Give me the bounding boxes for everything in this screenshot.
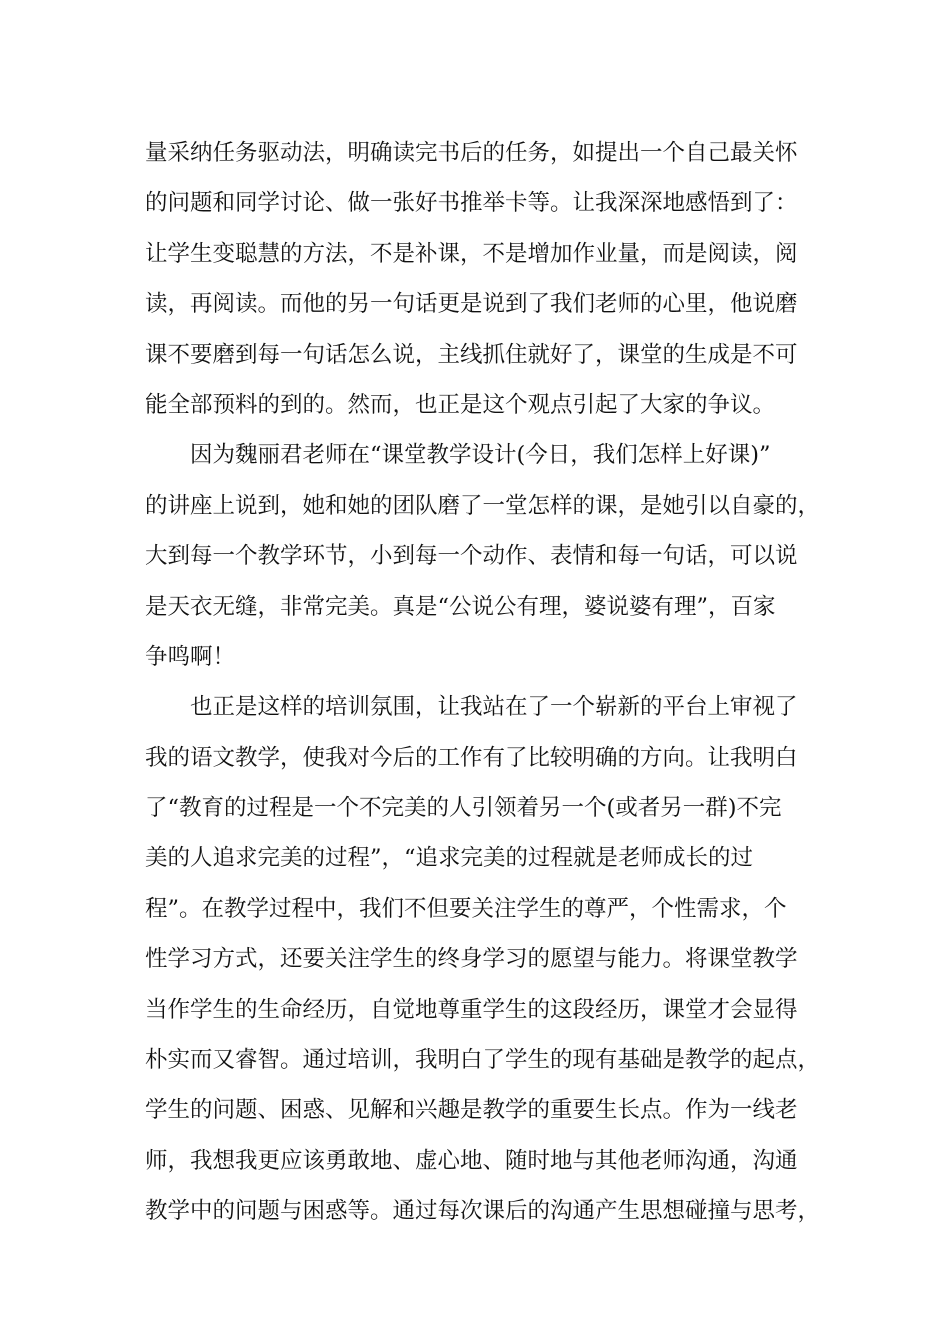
text-line: 能全部预料的到的。然而，也正是这个观点引起了大家的争议。 <box>145 391 776 418</box>
text-line: 美的人追求完美的过程”，“追求完美的过程就是老师成长的过 <box>145 845 754 872</box>
paragraph-2 <box>145 430 821 682</box>
text-line: 师，我想我更应该勇敢地、虚心地、随时地与其他老师沟通，沟通 <box>145 1147 798 1174</box>
text-line: 争鸣啊！ <box>145 643 236 670</box>
text-line: 让学生变聪慧的方法，不是补课，不是增加作业量，而是阅读，阅 <box>145 240 798 267</box>
text-line: 的问题和同学讨论、做一张好书推举卡等。让我深深地感悟到了： <box>145 190 798 217</box>
text-line: 大到每一个教学环节，小到每一个动作、表情和每一句话，可以说 <box>145 543 798 570</box>
text-line <box>145 1237 813 1287</box>
text-line: 了“教育的过程是一个不完美的人引领着另一个(或者另一群)不完 <box>145 795 782 822</box>
text-line: 性学习方式，还要关注学生的终身学习的愿望与能力。将课堂教学 <box>145 946 798 973</box>
text-line: 读，再阅读。而他的另一句话更是说到了我们老师的心里，他说磨 <box>145 291 798 318</box>
text-line: 因为魏丽君老师在“课堂教学设计(今日，我们怎样上好课)” <box>190 442 771 469</box>
text-line: 量采纳任务驱动法，明确读完书后的任务，如提出一个自己最关怀 <box>145 140 798 166</box>
text-line: 学生的问题、困惑、见解和兴趣是教学的重要生长点。作为一线老 <box>145 1097 798 1124</box>
text-line: 的讲座上说到，她和她的团队磨了一堂怎样的课，是她引以自豪的， <box>145 492 821 519</box>
text-line: 是天衣无缝，非常完美。真是“公说公有理，婆说婆有理”，百家 <box>145 593 776 620</box>
text-line: 朴实而又睿智。通过培训，我明白了学生的现有基础是教学的起点， <box>145 1047 821 1074</box>
text-line: 也正是这样的培训氛围，让我站在了一个崭新的平台上审视了 <box>190 694 798 721</box>
body-text <box>145 128 821 1287</box>
paragraph-3 <box>145 682 821 1287</box>
text-line: 当作学生的生命经历，自觉地尊重学生的这段经历，课堂才会显得 <box>145 996 798 1023</box>
text-line: 我的语文教学，使我对今后的工作有了比较明确的方向。让我明白 <box>145 744 798 771</box>
paragraph-1 <box>145 128 813 430</box>
text-line: 程”。在教学过程中，我们不但要关注学生的尊严，个性需求，个 <box>145 895 787 922</box>
text-line: 课不要磨到每一句话怎么说，主线抓住就好了，课堂的生成是不可 <box>145 341 798 368</box>
text-line: 教学中的问题与困惑等。通过每次课后的沟通产生思想碰撞与思考， <box>145 1198 821 1225</box>
